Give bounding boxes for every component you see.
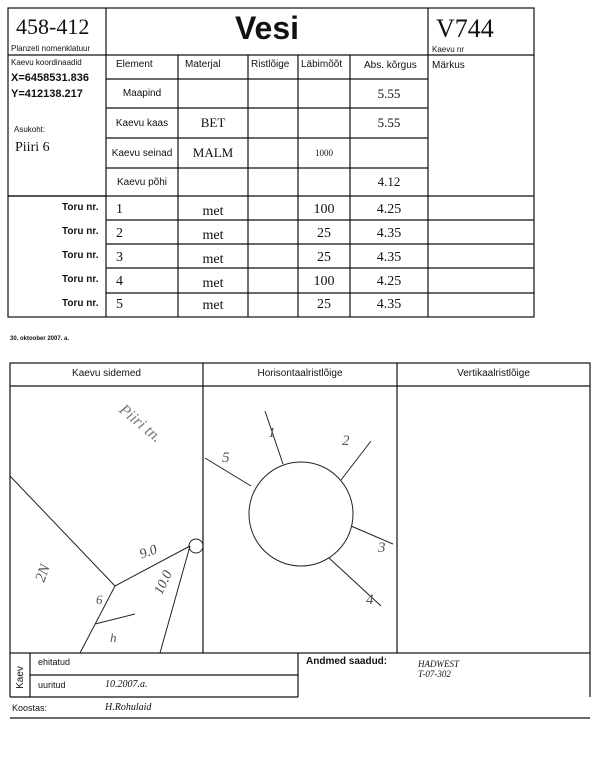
y-value: 412138.217 [24,88,83,100]
panel-title-horizontal: Horisontaalristlõige [257,368,343,379]
pipe-abs-height: 4.25 [376,274,402,289]
street-label: Piiri tn. [115,401,165,447]
pipe-number: 4 [116,274,123,289]
nomenclature-label: Planzeti nomenklatuur [11,44,91,53]
built-label: ehitatud [38,657,71,667]
well-number-label: Kaevu nr [432,45,465,54]
element-cell: Kaevu seinad [111,147,173,159]
material-cell: BET [200,115,226,130]
sketch-label-9-0: 9.0 [137,542,160,563]
pipe-diameter: 25 [317,226,331,241]
pipe-label: Toru nr. [62,226,99,237]
pipe-abs-height: 4.25 [376,202,402,217]
header-cross-section: Ristlõige [251,59,290,70]
x-coordinate [11,72,89,84]
y-coordinate [11,88,83,100]
compiled-label: Koostas: [12,703,48,713]
y-label: Y= [11,88,25,100]
pipe-material: met [202,252,224,267]
side-label: Kaev [14,665,26,689]
sketch-label-h: h [110,630,117,645]
pipe-material: met [202,228,224,243]
pipe-diameter: 25 [317,297,331,312]
pipe-mark-2: 2 [342,433,350,449]
element-cell: Maapind [122,88,162,99]
surveyed-label: uuritud [38,680,66,690]
pipe-number: 2 [116,226,123,241]
header-element: Element [116,59,153,70]
pipe-diameter: 25 [317,250,331,265]
pipe-label: Toru nr. [62,298,99,309]
surveyed-value: 10.2007.a. [105,679,148,690]
pipe-diameter: 100 [313,202,335,217]
pipe-abs-height: 4.35 [376,297,402,312]
pipe-mark-5: 5 [222,450,230,466]
page-title: Vesi [234,10,300,46]
material-cell: MALM [192,145,234,160]
x-label: X= [11,72,25,84]
header-material: Materjal [185,59,221,70]
pipe-abs-height: 4.35 [376,226,402,241]
pipe-mark-3: 3 [378,540,386,556]
location-value: Piiri 6 [15,140,50,155]
coords-label: Kaevu koordinaadid [11,58,82,67]
element-cell: Kaevu põhi [116,176,168,188]
pipe-material: met [202,204,224,219]
sketch-label-2n: 2N [32,562,54,585]
pipe-label: Toru nr. [62,202,99,213]
horizontal-section-sketch [203,386,397,653]
data-source-line1: HADWEST [418,659,459,669]
abs-height-cell: 5.55 [377,115,401,130]
pipe-material: met [202,298,224,313]
panel-title-vertical: Vertikaalristlõige [457,368,530,379]
header-diameter: Läbimõõt [301,59,343,70]
pipe-number: 5 [116,297,123,312]
data-source-line2: T-07-302 [418,669,451,679]
pipe-number: 3 [116,250,123,265]
panel-title-connections: Kaevu sidemed [72,368,141,379]
side-label-container [12,660,28,694]
element-cell: Kaevu kaas [115,117,169,129]
pipe-material: met [202,276,224,291]
pipe-abs-height: 4.35 [376,250,402,265]
well-circle [249,462,353,566]
compiled-value: H.Rohulaid [105,702,152,713]
connections-sketch [10,386,203,653]
abs-height-cell: 5.55 [377,85,401,101]
sketch-label-10-0: 10.0 [151,568,176,598]
pipe-diameter: 100 [313,274,335,289]
header-notes: Märkus [432,60,465,71]
pipe-mark-4: 4 [366,592,374,608]
pipe-mark-1: 1 [268,425,276,441]
date-text: 30. oktoober 2007. a. [10,336,70,342]
data-source-label: Andmed saadud: [306,656,388,667]
nomenclature-value: 458-412 [16,14,90,39]
pipe-label: Toru nr. [62,250,99,261]
location-label: Asukoht: [14,125,46,134]
well-number: V744 [436,14,494,43]
sketch-label-6: 6 [96,592,103,607]
pipe-number: 1 [116,202,123,217]
diameter-cell: 1000 [315,148,333,158]
header-abs-height: Abs. kõrgus [364,60,417,71]
pipe-label: Toru nr. [62,274,99,285]
x-value: 6458531.836 [24,72,89,84]
abs-height-cell: 4.12 [377,174,401,189]
